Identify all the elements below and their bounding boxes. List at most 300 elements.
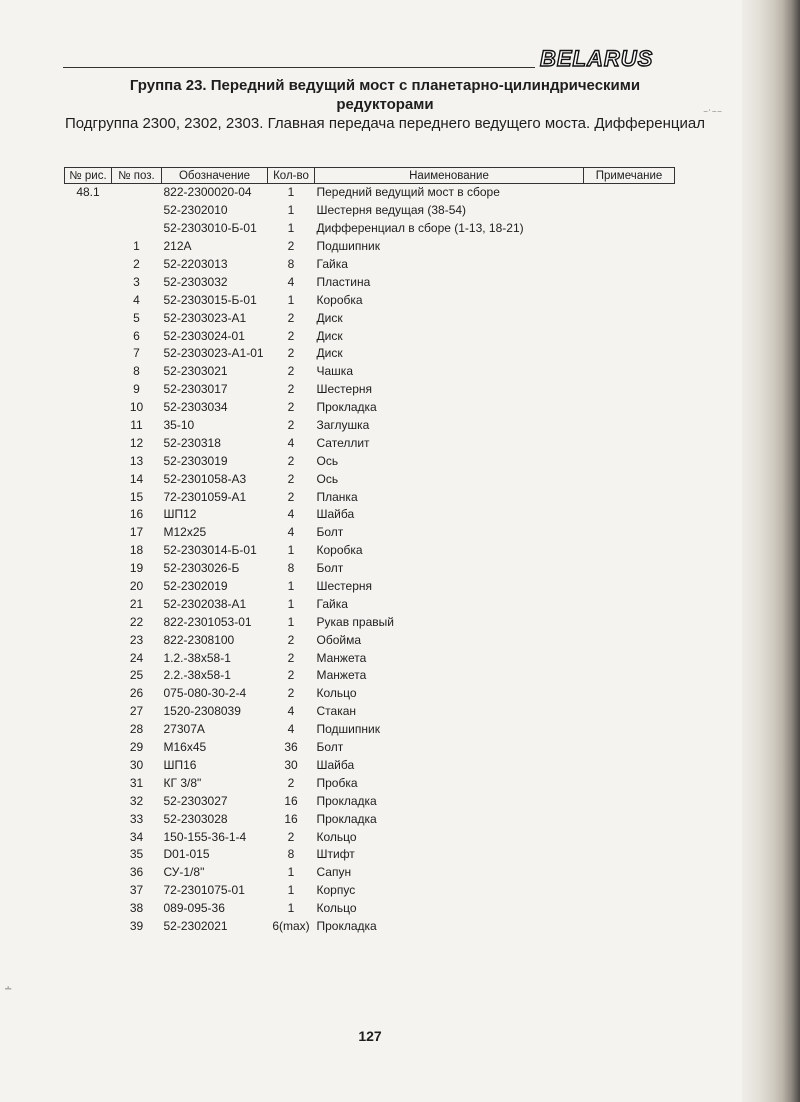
column-header-fig: № рис. <box>65 168 112 184</box>
cell-code: 52-2302019 <box>163 579 228 594</box>
cell-qty: 36 <box>284 740 298 755</box>
cell-pos: 15 <box>129 489 144 504</box>
table-row <box>65 864 675 882</box>
cell-name: Шестерня <box>316 579 373 594</box>
cell-note <box>584 631 675 649</box>
parts-table-body <box>65 184 675 936</box>
cell-code: М16х45 <box>163 740 207 755</box>
cell-code: 52-2303027 <box>163 793 228 808</box>
cell-qty: 1 <box>287 221 295 236</box>
cell-note <box>584 524 675 542</box>
cell-note <box>584 291 675 309</box>
cell-name: Коробка <box>316 292 363 307</box>
group-title: Группа 23. Передний ведущий мост с планетарно-цилиндрическими редукторами <box>129 77 641 113</box>
table-row <box>65 291 675 309</box>
cell-name: Дифференциал в сборе (1-13, 18-21) <box>316 221 524 236</box>
cell-fig <box>65 685 112 703</box>
table-row <box>65 757 675 775</box>
cell-pos <box>112 202 162 220</box>
table-row <box>65 256 675 274</box>
cell-pos: 4 <box>133 292 140 307</box>
cell-code: 089-095-36 <box>163 901 225 916</box>
cell-pos: 10 <box>129 400 144 415</box>
table-row <box>65 739 675 757</box>
cell-qty: 2 <box>287 471 295 486</box>
table-row <box>65 417 675 435</box>
cell-name: Ось <box>316 453 339 468</box>
cell-qty: 1 <box>287 579 295 594</box>
cell-pos: 28 <box>129 722 144 737</box>
cell-fig <box>65 774 112 792</box>
cell-pos: 17 <box>129 525 144 540</box>
cell-pos: 38 <box>129 901 144 916</box>
cell-note <box>584 828 675 846</box>
cell-fig <box>65 417 112 435</box>
table-row <box>65 667 675 685</box>
cell-qty: 2 <box>287 239 295 254</box>
cell-note <box>584 202 675 220</box>
cell-note <box>584 792 675 810</box>
cell-pos: 25 <box>129 668 144 683</box>
cell-fig <box>65 524 112 542</box>
cell-fig <box>65 291 112 309</box>
cell-fig <box>65 578 112 596</box>
cell-fig <box>65 327 112 345</box>
cell-fig <box>65 667 112 685</box>
cell-note <box>584 273 675 291</box>
cell-note <box>584 667 675 685</box>
cell-name: Кольцо <box>316 686 357 701</box>
cell-name: Шестерня <box>316 382 373 397</box>
cell-name: Болт <box>316 561 344 576</box>
cell-qty: 2 <box>287 686 295 701</box>
cell-code: 2.2.-38х58-1 <box>163 668 231 683</box>
cell-qty: 4 <box>287 507 295 522</box>
cell-qty: 2 <box>287 328 295 343</box>
cell-fig: 48.1 <box>76 185 100 200</box>
cell-qty: 1 <box>287 596 295 611</box>
scan-mark: ∸ <box>4 984 13 995</box>
cell-qty: 1 <box>287 543 295 558</box>
cell-pos: 3 <box>133 274 140 289</box>
column-header-qty: Кол-во <box>268 168 315 184</box>
cell-qty: 30 <box>284 757 298 772</box>
cell-code: 27307А <box>163 722 205 737</box>
cell-qty: 1 <box>287 883 295 898</box>
scan-mark: ⁻˙⁻⁻ <box>703 109 723 120</box>
cell-pos: 11 <box>130 418 143 433</box>
cell-fig <box>65 238 112 256</box>
cell-pos: 18 <box>129 543 144 558</box>
cell-note <box>584 774 675 792</box>
cell-code: 150-155-36-1-4 <box>163 829 247 844</box>
cell-name: Пробка <box>316 775 358 790</box>
cell-note <box>584 757 675 775</box>
table-row <box>65 810 675 828</box>
cell-note <box>584 363 675 381</box>
cell-code: 52-2302010 <box>163 203 228 218</box>
cell-fig <box>65 810 112 828</box>
cell-qty: 6(max) <box>272 918 310 933</box>
cell-name: Прокладка <box>316 793 377 808</box>
cell-qty: 2 <box>287 310 295 325</box>
cell-fig <box>65 882 112 900</box>
cell-name: Сателлит <box>316 435 370 450</box>
cell-note <box>584 417 675 435</box>
cell-name: Кольцо <box>316 829 357 844</box>
cell-pos: 30 <box>129 757 144 772</box>
cell-code: 52-2302038-А1 <box>163 596 247 611</box>
cell-pos: 21 <box>129 596 144 611</box>
table-row <box>65 792 675 810</box>
cell-pos: 6 <box>133 328 140 343</box>
cell-note <box>584 327 675 345</box>
cell-code: 52-2301058-А3 <box>163 471 247 486</box>
cell-note <box>584 578 675 596</box>
cell-code: 52-2303019 <box>163 453 228 468</box>
cell-pos: 2 <box>133 257 140 271</box>
cell-fig <box>65 363 112 381</box>
table-row <box>65 882 675 900</box>
table-row <box>65 273 675 291</box>
cell-note <box>584 434 675 452</box>
cell-pos: 32 <box>129 793 144 808</box>
cell-qty: 8 <box>287 847 295 862</box>
cell-pos: 20 <box>129 579 144 594</box>
cell-pos <box>112 220 162 238</box>
cell-code: 72-2301059-А1 <box>163 489 247 504</box>
cell-note <box>584 560 675 578</box>
cell-note <box>584 864 675 882</box>
cell-name: Шайба <box>316 757 355 772</box>
table-row <box>65 399 675 417</box>
cell-fig <box>65 470 112 488</box>
column-header-code: Обозначение <box>162 168 268 184</box>
cell-fig <box>65 452 112 470</box>
cell-note <box>584 685 675 703</box>
table-row <box>65 828 675 846</box>
column-header-note: Примечание <box>584 168 675 184</box>
cell-code: КГ 3/8" <box>163 775 202 790</box>
cell-pos: 31 <box>129 775 144 790</box>
cell-fig <box>65 202 112 220</box>
table-row <box>65 649 675 667</box>
cell-qty: 2 <box>287 632 295 647</box>
cell-name: Манжета <box>316 668 367 683</box>
cell-pos: 23 <box>129 632 144 647</box>
cell-code: ШП12 <box>163 507 197 522</box>
cell-pos: 39 <box>129 918 144 933</box>
cell-fig <box>65 828 112 846</box>
cell-code: 52-2303014-Б-01 <box>163 543 257 558</box>
cell-name: Болт <box>316 525 344 540</box>
cell-name: Манжета <box>316 650 367 665</box>
cell-name: Гайка <box>316 257 348 271</box>
table-row <box>65 595 675 613</box>
table-row <box>65 238 675 256</box>
cell-note <box>584 381 675 399</box>
cell-pos: 8 <box>133 364 140 379</box>
cell-fig <box>65 703 112 721</box>
parts-table <box>64 167 675 935</box>
cell-name: Прокладка <box>316 918 377 933</box>
table-row <box>65 470 675 488</box>
page-number: 127 <box>358 1028 382 1044</box>
cell-qty: 1 <box>287 614 295 629</box>
cell-code: 52-2303023-А1 <box>163 310 247 325</box>
cell-note <box>584 238 675 256</box>
cell-name: Корпус <box>316 883 356 898</box>
cell-pos: 7 <box>133 346 140 361</box>
cell-fig <box>65 721 112 739</box>
cell-pos: 34 <box>129 829 144 844</box>
cell-note <box>584 649 675 667</box>
table-row <box>65 721 675 739</box>
cell-name: Планка <box>316 489 358 504</box>
header-rule <box>63 67 535 68</box>
cell-name: Чашка <box>316 364 353 379</box>
cell-note <box>584 399 675 417</box>
cell-note <box>584 810 675 828</box>
cell-note <box>584 721 675 739</box>
cell-name: Ось <box>316 471 339 486</box>
cell-pos: 35 <box>129 847 144 862</box>
cell-code: 075-080-30-2-4 <box>163 686 247 701</box>
cell-fig <box>65 595 112 613</box>
cell-code: СУ-1/8" <box>163 865 205 880</box>
cell-name: Рукав правый <box>316 614 394 629</box>
cell-code: 52-2303034 <box>163 400 228 415</box>
table-row <box>65 560 675 578</box>
cell-code: 52-2203013 <box>163 257 228 271</box>
cell-note <box>584 220 675 238</box>
cell-code: 52-2302021 <box>163 918 228 933</box>
brand-logo: BELARUS <box>540 46 654 71</box>
cell-qty: 2 <box>287 489 295 504</box>
cell-pos <box>112 184 162 202</box>
cell-note <box>584 542 675 560</box>
cell-fig <box>65 542 112 560</box>
cell-note <box>584 184 675 202</box>
cell-code: 72-2301075-01 <box>163 883 245 898</box>
cell-name: Кольцо <box>316 901 357 916</box>
cell-pos: 33 <box>129 811 144 826</box>
cell-code: 822-2308100 <box>163 632 235 647</box>
cell-pos: 24 <box>129 650 144 665</box>
cell-qty: 4 <box>287 525 295 540</box>
cell-pos: 5 <box>133 310 140 325</box>
cell-code: 52-2303023-А1-01 <box>163 346 264 361</box>
table-row <box>65 381 675 399</box>
cell-note <box>584 470 675 488</box>
cell-qty: 2 <box>287 418 295 433</box>
cell-qty: 2 <box>287 364 295 379</box>
cell-fig <box>65 399 112 417</box>
cell-code: 52-2303028 <box>163 811 228 826</box>
cell-code: 1520-2308039 <box>163 704 241 719</box>
cell-fig <box>65 309 112 327</box>
table-row <box>65 327 675 345</box>
table-row <box>65 220 675 238</box>
cell-code: 822-2300020-04 <box>163 185 252 200</box>
cell-note <box>584 452 675 470</box>
cell-fig <box>65 649 112 667</box>
cell-pos: 19 <box>129 561 144 576</box>
cell-note <box>584 309 675 327</box>
cell-fig <box>65 918 112 936</box>
cell-name: Коробка <box>316 543 363 558</box>
cell-pos: 37 <box>129 883 144 898</box>
cell-fig <box>65 220 112 238</box>
cell-fig <box>65 613 112 631</box>
cell-code: 822-2301053-01 <box>163 614 252 629</box>
cell-qty: 1 <box>287 901 295 916</box>
cell-note <box>584 506 675 524</box>
cell-pos: 27 <box>129 704 144 719</box>
table-row <box>65 685 675 703</box>
table-row <box>65 846 675 864</box>
cell-name: Сапун <box>316 865 352 880</box>
cell-note <box>584 256 675 274</box>
table-row <box>65 309 675 327</box>
cell-pos: 36 <box>129 865 144 880</box>
cell-note <box>584 739 675 757</box>
cell-code: 52-2303010-Б-01 <box>163 221 257 236</box>
table-row <box>65 774 675 792</box>
cell-fig <box>65 345 112 363</box>
cell-pos: 29 <box>129 740 144 755</box>
cell-note <box>584 613 675 631</box>
cell-pos: 22 <box>129 614 144 629</box>
cell-code: 35-10 <box>163 418 195 433</box>
cell-code: М12х25 <box>163 525 207 540</box>
page-stack-edge <box>742 0 800 1102</box>
cell-qty: 2 <box>287 400 295 415</box>
cell-code: 52-2303021 <box>163 364 228 379</box>
cell-name: Диск <box>316 310 343 325</box>
cell-fig <box>65 488 112 506</box>
table-row <box>65 703 675 721</box>
cell-fig <box>65 506 112 524</box>
subgroup-title: Подгруппа 2300, 2302, 2303. Главная передача переднего ведущего моста. Дифференциал <box>65 115 705 132</box>
cell-fig <box>65 846 112 864</box>
cell-qty: 2 <box>287 775 295 790</box>
cell-pos: 9 <box>133 382 140 397</box>
cell-fig <box>65 434 112 452</box>
table-row <box>65 345 675 363</box>
cell-qty: 2 <box>287 346 295 361</box>
cell-qty: 4 <box>287 722 295 737</box>
cell-qty: 16 <box>284 793 298 808</box>
table-row <box>65 631 675 649</box>
cell-code: ШП16 <box>163 757 197 772</box>
cell-qty: 1 <box>287 185 295 200</box>
table-row <box>65 434 675 452</box>
cell-name: Штифт <box>316 847 355 862</box>
cell-fig <box>65 792 112 810</box>
cell-code: 52-2303015-Б-01 <box>163 292 257 307</box>
cell-qty: 16 <box>284 811 298 826</box>
cell-fig <box>65 900 112 918</box>
cell-fig <box>65 739 112 757</box>
cell-name: Подшипник <box>316 239 380 254</box>
cell-note <box>584 846 675 864</box>
cell-note <box>584 703 675 721</box>
cell-note <box>584 900 675 918</box>
table-row <box>65 202 675 220</box>
cell-name: Шестерня ведущая (38-54) <box>316 203 467 218</box>
cell-name: Гайка <box>316 596 348 611</box>
cell-qty: 2 <box>287 829 295 844</box>
cell-fig <box>65 560 112 578</box>
cell-fig <box>65 631 112 649</box>
cell-name: Передний ведущий мост в сборе <box>316 185 500 200</box>
cell-name: Пластина <box>316 274 371 289</box>
table-row <box>65 524 675 542</box>
cell-name: Болт <box>316 740 344 755</box>
table-row <box>65 578 675 596</box>
cell-qty: 1 <box>287 292 295 307</box>
cell-fig <box>65 381 112 399</box>
cell-fig <box>65 757 112 775</box>
cell-name: Шайба <box>316 507 355 522</box>
column-header-pos: № поз. <box>112 168 162 184</box>
cell-pos: 16 <box>129 507 144 522</box>
cell-note <box>584 488 675 506</box>
table-row <box>65 542 675 560</box>
cell-qty: 2 <box>287 650 295 665</box>
cell-pos: 1 <box>133 239 140 254</box>
cell-name: Подшипник <box>316 722 380 737</box>
table-row <box>65 506 675 524</box>
cell-qty: 4 <box>287 435 295 450</box>
cell-code: 1.2.-38х58-1 <box>163 650 231 665</box>
cell-name: Прокладка <box>316 400 377 415</box>
cell-fig <box>65 864 112 882</box>
cell-name: Заглушка <box>316 418 370 433</box>
cell-code: 52-230318 <box>163 435 221 450</box>
table-row <box>65 452 675 470</box>
cell-note <box>584 345 675 363</box>
cell-qty: 1 <box>287 865 295 880</box>
cell-note <box>584 882 675 900</box>
cell-qty: 8 <box>287 257 295 271</box>
cell-qty: 8 <box>287 561 295 576</box>
cell-code: 212А <box>163 239 192 254</box>
cell-qty: 1 <box>287 203 295 218</box>
table-row <box>65 900 675 918</box>
cell-fig <box>65 256 112 274</box>
cell-name: Диск <box>316 328 343 343</box>
cell-qty: 2 <box>287 668 295 683</box>
cell-code: 52-2303017 <box>163 382 228 397</box>
column-header-name: Наименование <box>315 168 584 184</box>
cell-qty: 2 <box>287 453 295 468</box>
cell-note <box>584 595 675 613</box>
table-row <box>65 363 675 381</box>
cell-pos: 26 <box>129 686 144 701</box>
cell-code: 52-2303032 <box>163 274 228 289</box>
cell-qty: 4 <box>287 704 295 719</box>
cell-code: 52-2303026-Б <box>163 561 240 576</box>
cell-name: Прокладка <box>316 811 377 826</box>
cell-name: Обойма <box>316 632 362 647</box>
cell-pos: 14 <box>129 471 144 486</box>
cell-code: 52-2303024-01 <box>163 328 245 343</box>
cell-pos: 13 <box>129 453 144 468</box>
table-row <box>65 184 675 202</box>
cell-pos: 12 <box>129 435 144 450</box>
